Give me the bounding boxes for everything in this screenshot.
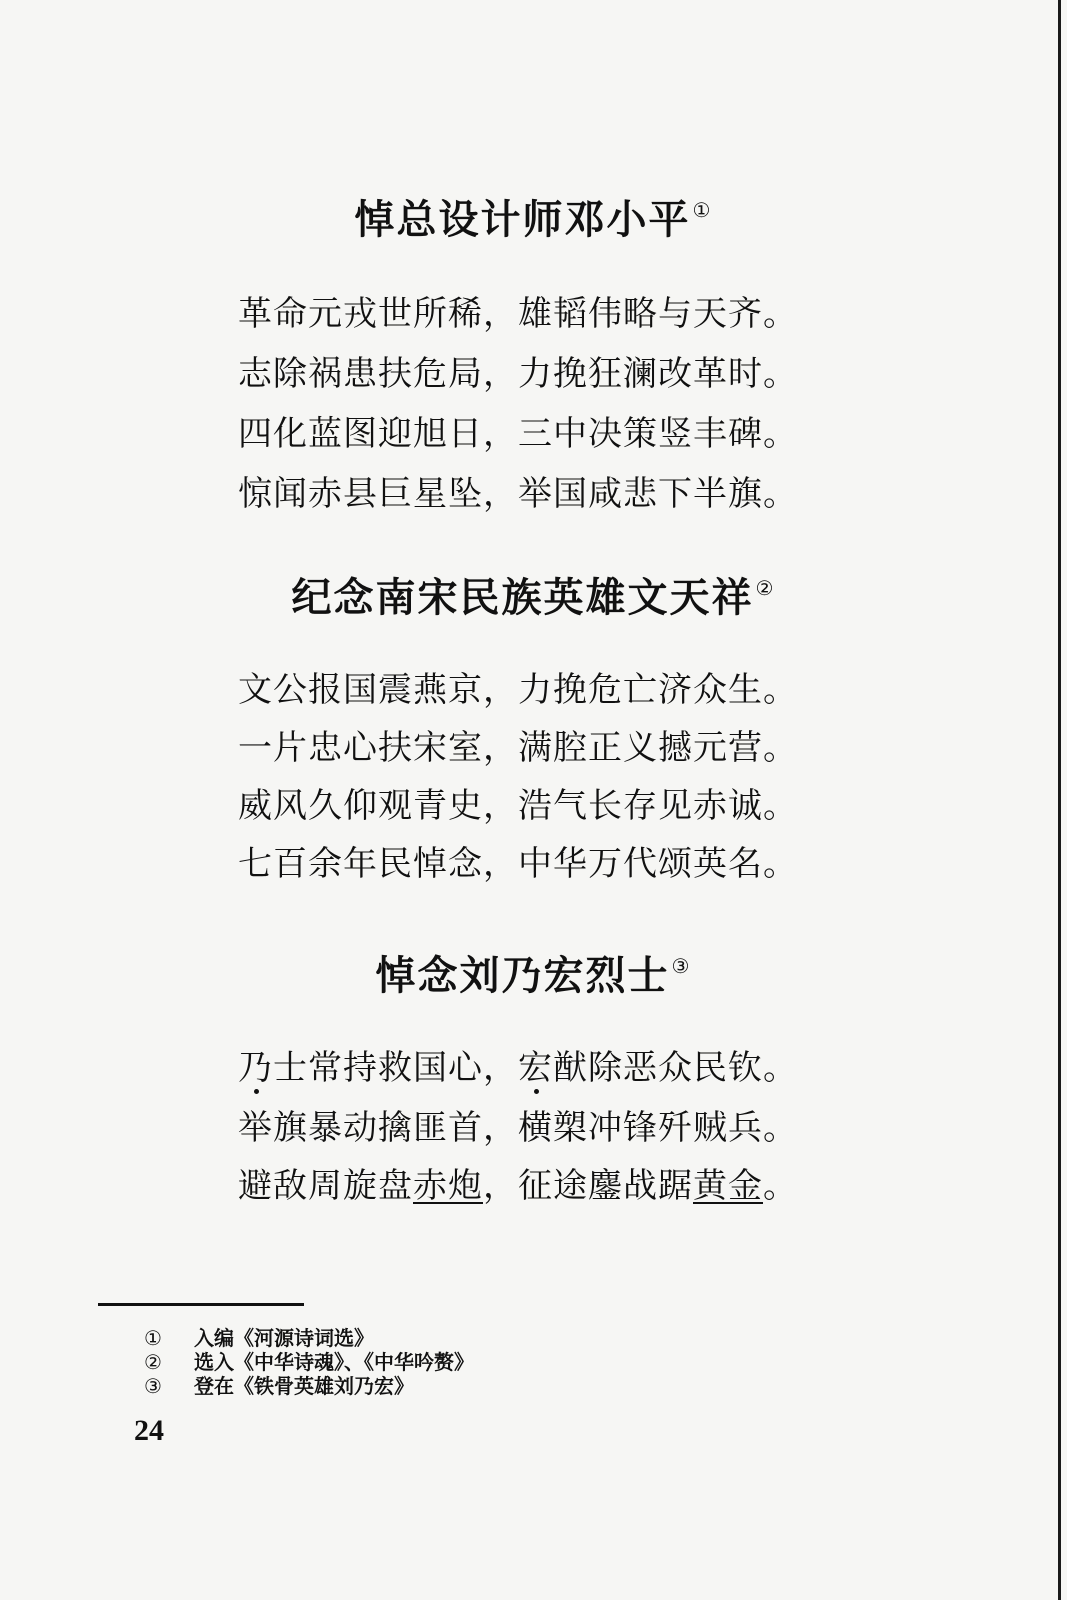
poem-3-line-3: 避敌周旋盘赤炮，征途鏖战踞黄金。 bbox=[238, 1166, 798, 1206]
emphasis-dot-char: 宏 bbox=[518, 1048, 553, 1088]
footnote-2: ② 选入《中华诗魂》、《中华吟赘》 bbox=[144, 1350, 474, 1374]
underlined-place-name: 赤炮 bbox=[413, 1166, 483, 1206]
footnote-rule bbox=[98, 1303, 304, 1306]
poem-2-line-3: 威风久仰观青史，浩气长存见赤诚。 bbox=[238, 786, 798, 826]
poem-3-line-2: 举旗暴动擒匪首，横槊冲锋歼贼兵。 bbox=[238, 1108, 798, 1148]
poem-3-line-1: 乃士常持救国心，宏猷除恶众民钦。 bbox=[238, 1048, 798, 1088]
poem-2-title: 纪念南宋民族英雄文天祥 ② bbox=[291, 575, 776, 621]
poem-1-note-mark: ① bbox=[692, 198, 713, 222]
underlined-place-name: 黄金 bbox=[693, 1166, 763, 1206]
footnote-3: ③ 登在《铁骨英雄刘乃宏》 bbox=[144, 1374, 414, 1398]
poem-1-line-4: 惊闻赤县巨星坠，举国咸悲下半旗。 bbox=[238, 474, 798, 514]
poem-2-line-1: 文公报国震燕京，力挽危亡济众生。 bbox=[238, 670, 798, 710]
poem-1-line-2: 志除祸患扶危局，力挽狂澜改革时。 bbox=[238, 354, 798, 394]
poem-1-line-3: 四化蓝图迎旭日，三中决策竖丰碑。 bbox=[238, 414, 798, 454]
poem-3-note-mark: ③ bbox=[671, 954, 692, 978]
poem-3-title: 悼念刘乃宏烈士 ③ bbox=[375, 953, 692, 999]
poem-2-line-4: 七百余年民悼念，中华万代颂英名。 bbox=[238, 844, 798, 884]
poem-1-title: 悼总设计师邓小平 ① bbox=[354, 197, 713, 243]
poem-2-line-2: 一片忠心扶宋室，满腔正义撼元营。 bbox=[238, 728, 798, 768]
poem-1-line-1: 革命元戎世所稀，雄韬伟略与天齐。 bbox=[238, 294, 798, 334]
page-number: 24 bbox=[134, 1414, 164, 1447]
poem-2-note-mark: ② bbox=[755, 576, 776, 600]
emphasis-dot-char: 乃 bbox=[238, 1048, 273, 1088]
footnote-1: ① 入编《河源诗词选》 bbox=[144, 1326, 374, 1350]
